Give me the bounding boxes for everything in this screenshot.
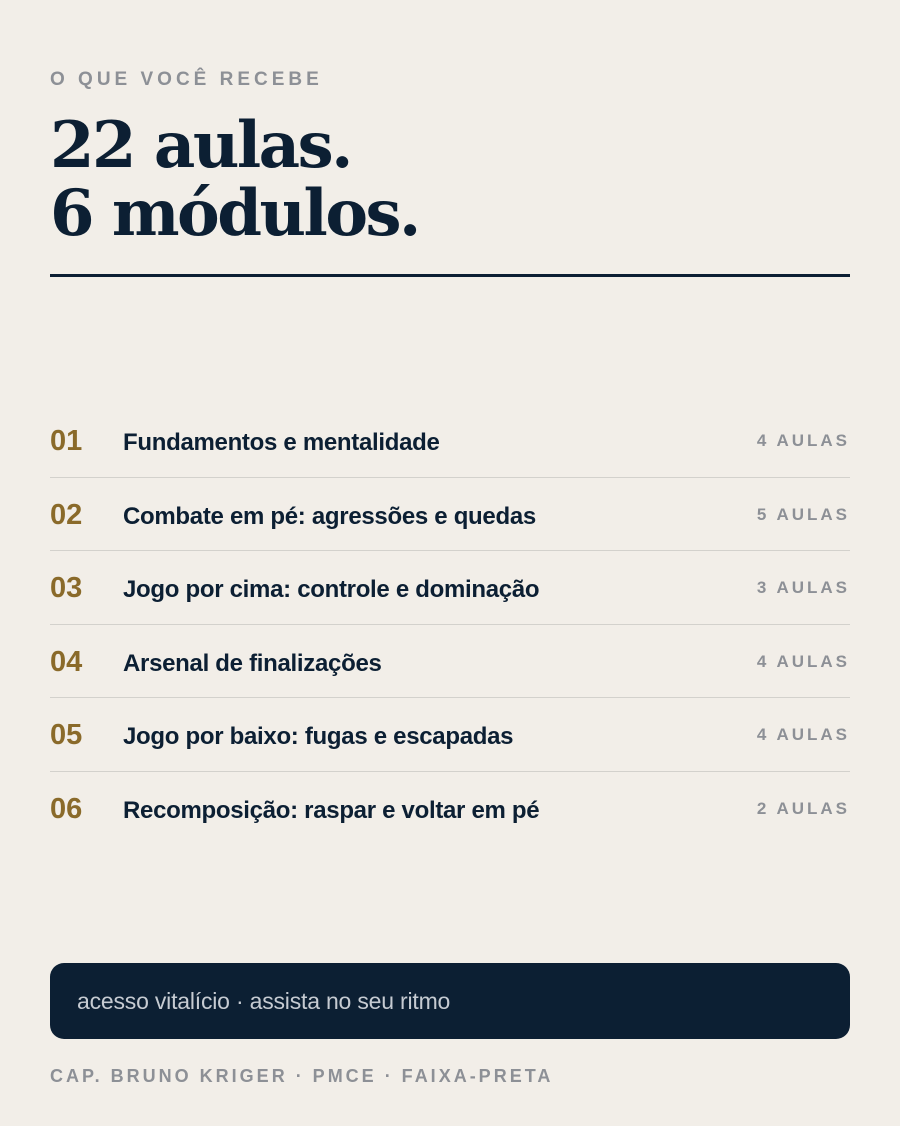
module-title: Combate em pé: agressões e quedas — [123, 502, 536, 530]
module-number: 01 — [50, 425, 83, 457]
headline-modules: 6 módulos. — [50, 176, 419, 251]
module-title: Arsenal de finalizações — [123, 649, 382, 677]
module-row-05 — [50, 698, 850, 772]
module-row-02 — [50, 478, 850, 552]
module-number: 04 — [50, 645, 83, 678]
module-title: Fundamentos e mentalidade — [123, 429, 440, 456]
page-title — [50, 108, 419, 251]
module-number: 03 — [50, 572, 83, 604]
module-number: 02 — [50, 498, 83, 531]
access-banner-text: acesso vitalício · assista no seu ritmo — [77, 987, 451, 1014]
module-title: Recomposição: raspar e voltar em pé — [123, 796, 540, 824]
module-lesson-count: 4 AULAS — [756, 431, 850, 450]
headline-lessons: 22 aulas. — [50, 108, 351, 183]
module-number: 06 — [50, 792, 83, 825]
module-row-01 — [50, 404, 850, 478]
module-title: Jogo por baixo: fugas e escapadas — [123, 723, 514, 750]
module-lesson-count: 3 AULAS — [756, 578, 850, 597]
section-eyebrow: O QUE VOCÊ RECEBE — [50, 69, 323, 90]
module-title: Jogo por cima: controle e dominação — [123, 576, 540, 603]
module-lesson-count: 5 AULAS — [756, 504, 850, 524]
module-lesson-count: 4 AULAS — [756, 725, 850, 744]
instructor-credit: CAP. BRUNO KRIGER · PMCE · FAIXA-PRETA — [50, 1066, 554, 1086]
module-list — [50, 404, 850, 844]
module-lesson-count: 2 AULAS — [756, 798, 850, 818]
lifetime-access-banner — [50, 963, 850, 1039]
module-row-03 — [50, 551, 850, 625]
module-number: 05 — [50, 719, 83, 751]
title-divider — [50, 274, 850, 277]
module-row-06 — [50, 772, 850, 845]
module-lesson-count: 4 AULAS — [756, 651, 850, 671]
module-row-04 — [50, 625, 850, 699]
